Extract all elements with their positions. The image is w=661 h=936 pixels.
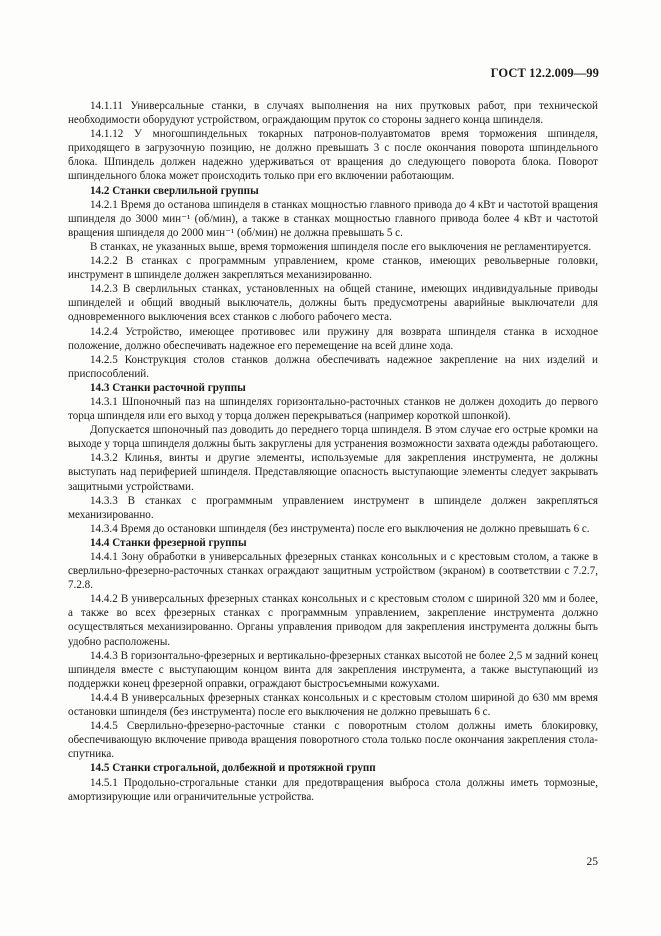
paragraph: 14.3.1 Шпоночный паз на шпинделях горизонтально-расточных станков не должен доходить до первого торца шпинделя или его выход у торца должен перекрываться (например короткой шпонкой). xyxy=(68,395,598,423)
paragraph: 14.2.2 В станках с программным управлением, кроме станков, имеющих револьверные головки, инструмент в шпинделе должен закрепляться механизированно. xyxy=(68,255,598,282)
paragraph: 14.3.3 В станках с программным управлением инструмент в шпинделе должен закрепляться механизированно. xyxy=(68,494,598,521)
paragraph: 14.5.1 Продольно-строгальные станки для предотвращения выброса стола должны иметь тормозные, амортизирующие или ограничительные устройства. xyxy=(68,776,598,803)
section-heading: 14.5 Станки строгальной, долбежной и протяжной групп xyxy=(90,762,376,775)
paragraph: В станках, не указанных выше, время торможения шпинделя после его выключения не регламентируется. xyxy=(90,240,592,253)
paragraph: 14.4.2 В универсальных фрезерных станках консольных и с крестовым столом с шириной 320 мм и более, а также во всех фрезерных станках с программным управлением, закрепление инструмента должно осуществляться механизированно. Органы управления приводом для закрепления инструмента должны быть удобно расположены. xyxy=(68,593,598,648)
paragraph: 14.4.5 Сверлильно-фрезерно-расточные станки с поворотным столом должны иметь блокировку, обеспечивающую включение привода вращения поворотного стола только после окончания закрепления стола-спутника. xyxy=(68,720,598,761)
paragraph: 14.4.4 В универсальных фрезерных станках консольных и с крестовым столом шириной до 630 мм время остановки шпинделя (без инструмента) после его выключения не должно превышать 6 с. xyxy=(68,691,598,719)
paragraph: 14.3.4 Время до остановки шпинделя (без инструмента) после его выключения не должно превышать 6 с. xyxy=(90,522,590,535)
paragraph: 14.2.3 В сверлильных станках, установленных на общей станине, имеющих индивидуальные приводы шпинделей и общий вводный выключатель, должны быть предусмотрены аварийные выключатели для одновременного выключения всех станков с любого рабочего места. xyxy=(68,283,598,324)
paragraph: 14.2.4 Устройство, имеющее противовес или пружину для возврата шпинделя станка в исходное положение, должно обеспечивать надежное его перемещение на всей длине хода. xyxy=(68,325,598,352)
paragraph: Допускается шпоночный паз доводить до переднего торца шпинделя. В этом случае его острые кромки на выходе у торца шпинделя должны быть закруглены для устранения возможности захвата одежды работающего. xyxy=(68,424,599,451)
section-heading: 14.4 Станки фрезерной группы xyxy=(90,536,247,549)
section-heading: 14.2 Станки сверлильной группы xyxy=(90,184,259,197)
document-body xyxy=(68,99,598,804)
document-header: ГОСТ 12.2.009—99 xyxy=(490,66,599,80)
paragraph: 14.2.1 Время до останова шпинделя в станках мощностью главного привода до 4 кВт и частотой вращения шпинделя до 3000 мин⁻¹ (об/мин), а также в станках мощностью главного привода более 4 кВт и частотой вращения шпинделя до 2000 мин⁻¹ (об/мин) не должна превышать 5 с. xyxy=(68,198,598,239)
paragraph: 14.4.3 В горизонтально-фрезерных и вертикально-фрезерных станках высотой не более 2,5 м задний конец шпинделя вместе с выступающим концом винта для закрепления инструмента, а также выступающий из поддержки конец фрезерной оправки, ограждают быстросъемными кожухами. xyxy=(68,649,598,690)
page-number: 25 xyxy=(586,856,598,868)
paragraph: 14.1.11 Универсальные станки, в случаях выполнения на них прутковых работ, при технической необходимости оборудуют устройством, ограждающим пруток со стороны заднего конца шпинделя. xyxy=(68,100,598,127)
paragraph: 14.3.2 Клинья, винты и другие элементы, используемые для закрепления инструмента, не должны выступать над периферией шпинделя. Представляющие опасность выступающие элементы следует закрывать защитными устройствами. xyxy=(68,452,598,493)
paragraph: 14.1.12 У многошпиндельных токарных патронов-полуавтоматов время торможения шпинделя, приходящего в загрузочную позицию, не должно превышать 3 с после окончания поворота шпиндельного блока. Шпиндель должен надежно удерживаться от вращения до следующего поворота блока. Поворот шпиндельного блока может происходить только при его включении работающим. xyxy=(68,128,598,183)
paragraph: 14.2.5 Конструкция столов станков должна обеспечивать надежное закрепление на них изделий и приспособлений. xyxy=(68,353,598,380)
section-heading: 14.3 Станки расточной группы xyxy=(90,381,246,394)
paragraph: 14.4.1 Зону обработки в универсальных фрезерных станках консольных и с крестовым столом, а также в сверлильно-фрезерно-расточных станках ограждают защитным устройством (экраном) в соответствии с 7.2.7, 7.2.8. xyxy=(68,551,598,592)
